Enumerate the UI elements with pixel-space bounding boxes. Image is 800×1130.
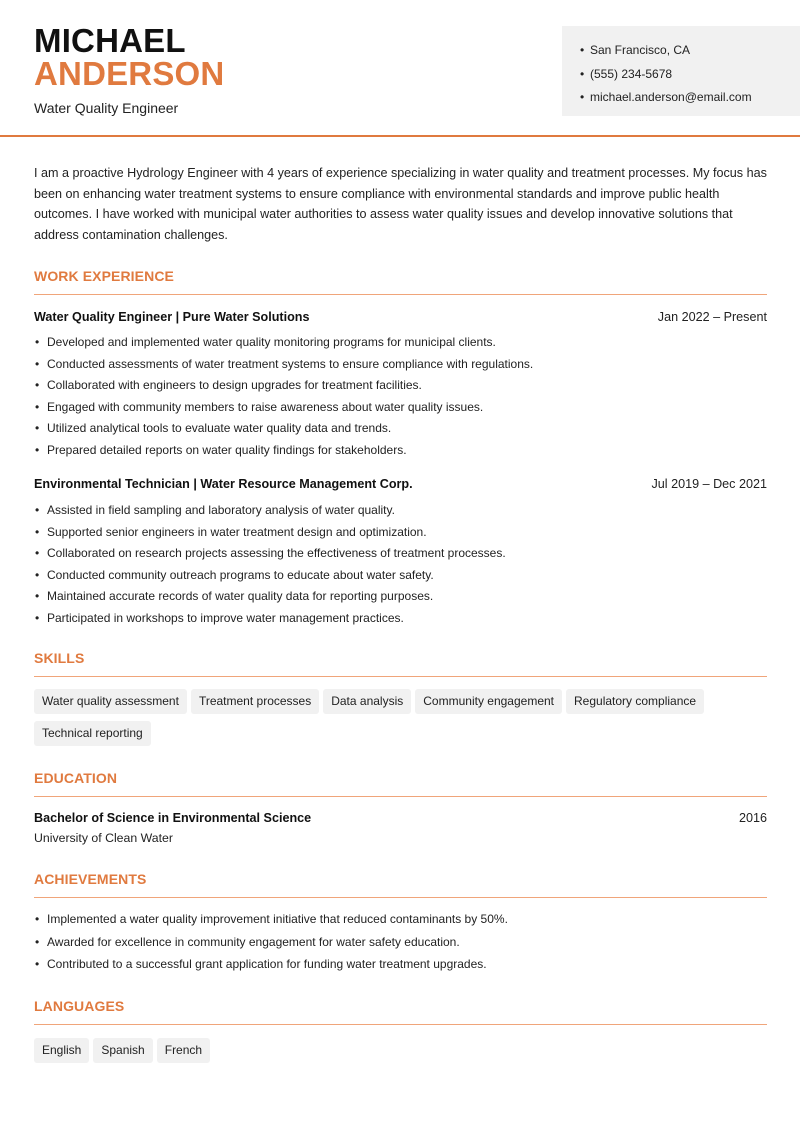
education-school: University of Clean Water bbox=[34, 831, 173, 845]
job-header bbox=[34, 477, 767, 491]
work-experience-heading: WORK EXPERIENCE bbox=[34, 268, 174, 284]
skill-tag: Treatment processes bbox=[191, 689, 319, 714]
job-bullets bbox=[34, 503, 767, 632]
list-item: • Awarded for excellence in community engagement for water safety education. bbox=[34, 935, 767, 958]
languages-divider bbox=[34, 1024, 767, 1025]
skill-tag: Water quality assessment bbox=[34, 689, 187, 714]
education-degree: Bachelor of Science in Environmental Science bbox=[34, 811, 312, 825]
skills-tags bbox=[34, 689, 774, 753]
job-title: Water Quality Engineer bbox=[34, 100, 179, 116]
list-item: • Assisted in field sampling and laboratory analysis of water quality. bbox=[34, 503, 767, 525]
list-item: • Developed and implemented water quality monitoring programs for municipal clients. bbox=[34, 335, 767, 357]
language-tag: English bbox=[34, 1038, 89, 1063]
job-dates: Jan 2022 – Present bbox=[657, 310, 767, 324]
work-experience-divider bbox=[34, 294, 767, 295]
job-header bbox=[34, 310, 767, 324]
skill-tag: Regulatory compliance bbox=[566, 689, 704, 714]
list-item: • Contributed to a successful grant application for funding water treatment upgrades. bbox=[34, 957, 767, 980]
education-heading: EDUCATION bbox=[34, 770, 118, 786]
skill-tag: Technical reporting bbox=[34, 721, 151, 746]
list-item: • Conducted assessments of water treatment systems to ensure compliance with regulations. bbox=[34, 357, 767, 379]
skills-heading: SKILLS bbox=[34, 650, 85, 666]
list-item: • Implemented a water quality improvement initiative that reduced contaminants by 50%. bbox=[34, 912, 767, 935]
languages-tags bbox=[34, 1038, 774, 1070]
skills-divider bbox=[34, 676, 767, 677]
list-item: • Utilized analytical tools to evaluate water quality data and trends. bbox=[34, 421, 767, 443]
job-bullets bbox=[34, 335, 767, 464]
list-item: • Collaborated with engineers to design upgrades for treatment facilities. bbox=[34, 378, 767, 400]
job-role: Environmental Technician | Water Resource Management Corp. bbox=[34, 477, 413, 491]
languages-heading: LANGUAGES bbox=[34, 998, 125, 1014]
achievements-heading: ACHIEVEMENTS bbox=[34, 871, 147, 887]
skill-tag: Community engagement bbox=[415, 689, 562, 714]
summary-paragraph: I am a proactive Hydrology Engineer with 4 years of experience specializing in water quality and treatment processes. My focus has been on enhancing water treatment systems to ensure compliance with environmental standards and improve public health outcomes. I have worked with municipal water authorities to assess water quality issues and develop innovative solutions that address contamination challenges. bbox=[34, 166, 767, 243]
list-item: • Conducted community outreach programs to educate about water safety. bbox=[34, 568, 767, 590]
skill-tag: Data analysis bbox=[323, 689, 411, 714]
contact-box bbox=[562, 26, 800, 116]
first-name: MICHAEL bbox=[34, 22, 186, 59]
job-dates: Jul 2019 – Dec 2021 bbox=[651, 477, 767, 491]
last-name: ANDERSON bbox=[34, 55, 225, 92]
achievements-divider bbox=[34, 897, 767, 898]
contact-email: • michael.anderson@email.com bbox=[580, 86, 752, 110]
language-tag: Spanish bbox=[93, 1038, 152, 1063]
list-item: • Maintained accurate records of water quality data for reporting purposes. bbox=[34, 589, 767, 611]
job-role: Water Quality Engineer | Pure Water Solutions bbox=[34, 310, 310, 324]
education-year: 2016 bbox=[738, 811, 767, 825]
list-item: • Prepared detailed reports on water quality findings for stakeholders. bbox=[34, 443, 767, 465]
list-item: • Engaged with community members to raise awareness about water quality issues. bbox=[34, 400, 767, 422]
contact-phone: • (555) 234-5678 bbox=[580, 63, 752, 87]
education-divider bbox=[34, 796, 767, 797]
resume-header bbox=[0, 0, 800, 137]
list-item: • Participated in workshops to improve water management practices. bbox=[34, 611, 767, 633]
list-item: • Supported senior engineers in water treatment design and optimization. bbox=[34, 525, 767, 547]
contact-location: • San Francisco, CA bbox=[580, 39, 752, 63]
list-item: • Collaborated on research projects assessing the effectiveness of treatment processes. bbox=[34, 546, 767, 568]
contact-list bbox=[580, 39, 752, 110]
achievements-list bbox=[34, 912, 767, 980]
language-tag: French bbox=[157, 1038, 210, 1063]
